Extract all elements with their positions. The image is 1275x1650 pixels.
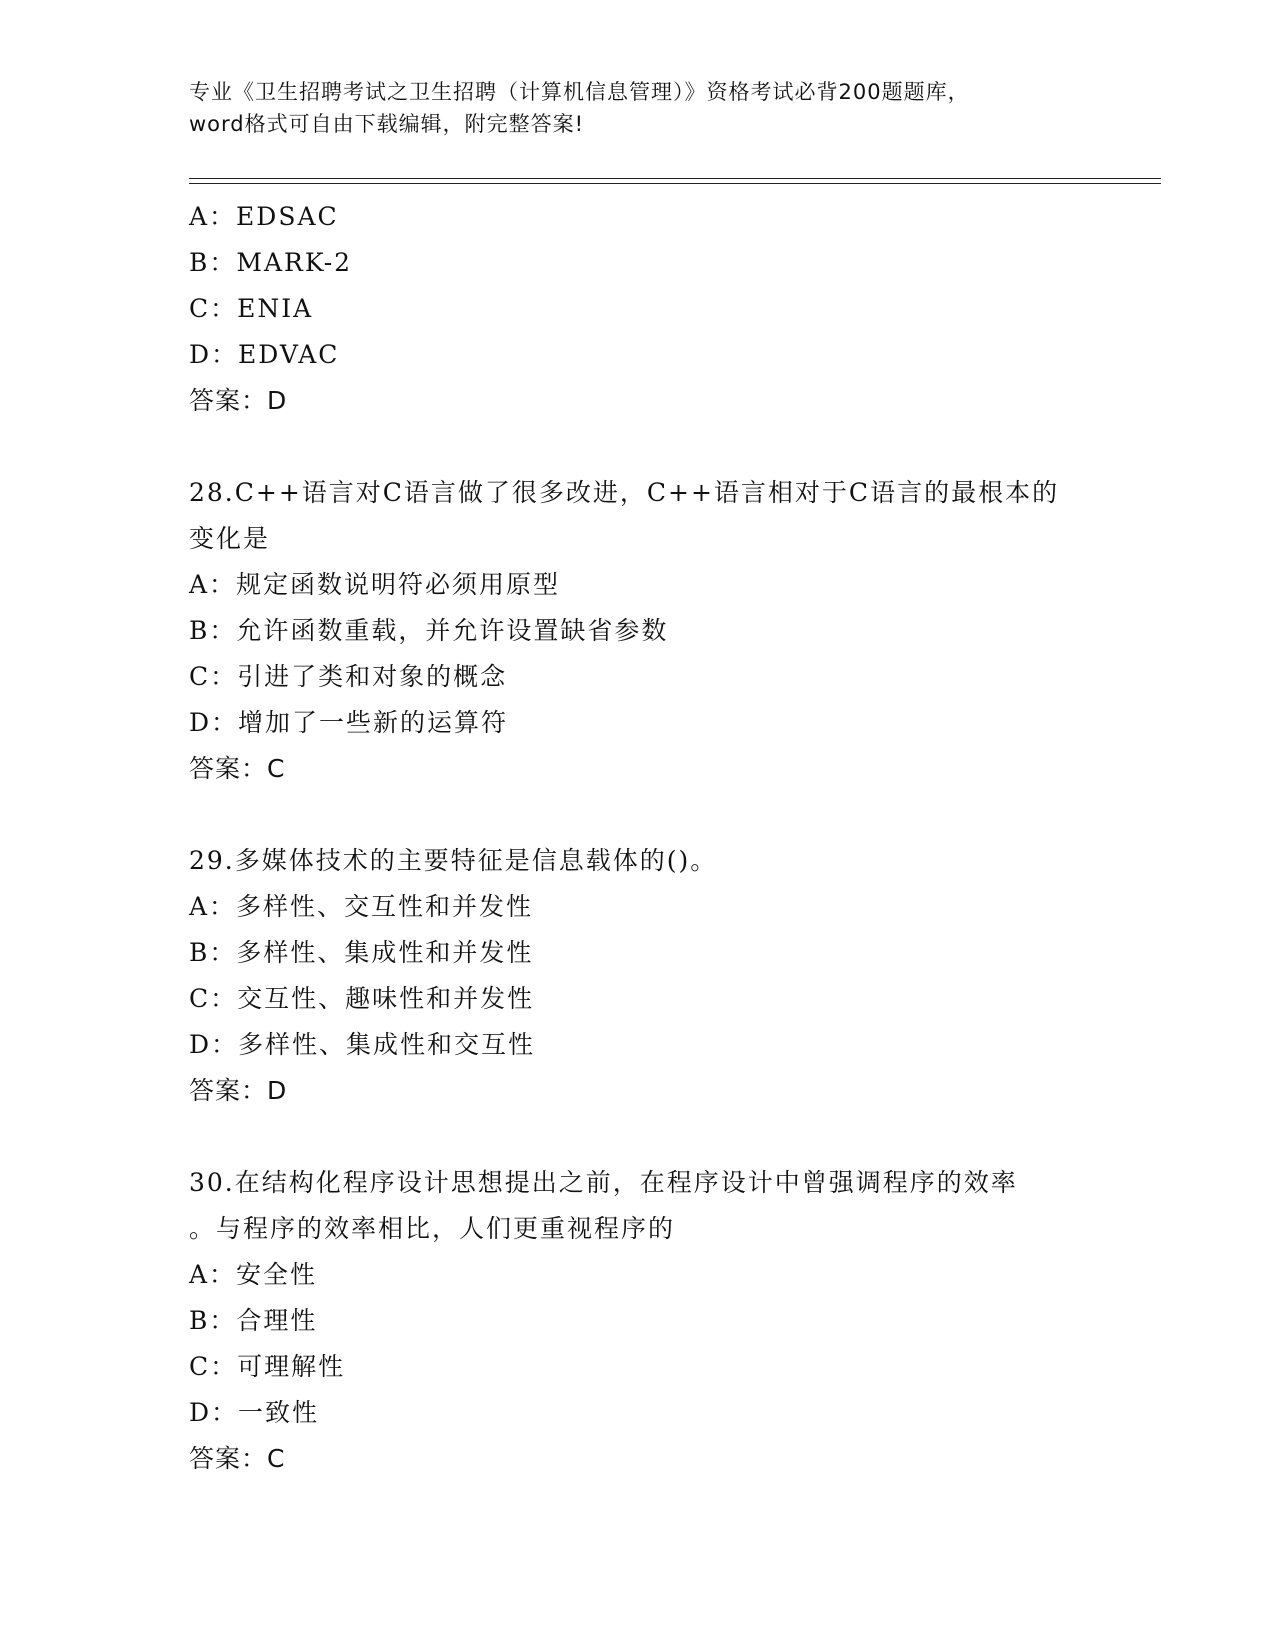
- option-b: B：MARK-2: [189, 248, 353, 277]
- option-a: A：规定函数说明符必须用原型: [189, 570, 561, 599]
- option-a: A：EDSAC: [189, 202, 339, 231]
- answer-label: 答案：C: [189, 754, 286, 783]
- option-b: B：多样性、集成性和并发性: [189, 938, 534, 967]
- question-stem-line: 28.C++语言对C语言做了很多改进，C++语言相对于C语言的最根本的: [189, 478, 1060, 507]
- option-c: C：可理解性: [189, 1352, 346, 1381]
- option-c: C：ENIA: [189, 294, 314, 323]
- option-d: D：增加了一些新的运算符: [189, 708, 509, 737]
- question-stem-line: 变化是: [189, 524, 271, 553]
- spacer: [189, 792, 1089, 838]
- question-block-29: [189, 838, 1089, 1114]
- option-b: B：允许函数重载，并允许设置缺省参数: [189, 616, 669, 645]
- header-divider-top: [189, 178, 1161, 179]
- question-stem-line: 30.在结构化程序设计思想提出之前，在程序设计中曾强调程序的效率: [189, 1168, 1018, 1197]
- answer-label: 答案：C: [189, 1444, 286, 1473]
- question-block-prev: [189, 194, 1089, 424]
- question-block-30: [189, 1160, 1089, 1482]
- question-stem-line: 。与程序的效率相比，人们更重视程序的: [189, 1214, 676, 1243]
- question-list: [189, 194, 1089, 1482]
- option-c: C：交互性、趣味性和并发性: [189, 984, 535, 1013]
- option-a: A：安全性: [189, 1260, 318, 1289]
- question-stem-line: 29.多媒体技术的主要特征是信息载体的()。: [189, 846, 718, 875]
- option-b: B：合理性: [189, 1306, 318, 1335]
- option-d: D：EDVAC: [189, 340, 340, 369]
- document-header: [189, 76, 1069, 140]
- answer-label: 答案：D: [189, 1076, 288, 1105]
- header-divider-bottom: [189, 183, 1161, 184]
- answer-label: 答案：D: [189, 386, 288, 415]
- option-d: D：多样性、集成性和交互性: [189, 1030, 536, 1059]
- spacer: [189, 1114, 1089, 1160]
- option-d: D：一致性: [189, 1398, 320, 1427]
- option-c: C：引进了类和对象的概念: [189, 662, 508, 691]
- header-title-line-2: word格式可自由下载编辑，附完整答案!: [189, 112, 585, 136]
- question-block-28: [189, 470, 1089, 792]
- spacer: [189, 424, 1089, 470]
- header-title-line-1: 专业《卫生招聘考试之卫生招聘（计算机信息管理）》资格考试必背200题题库，: [189, 80, 970, 104]
- option-a: A：多样性、交互性和并发性: [189, 892, 534, 921]
